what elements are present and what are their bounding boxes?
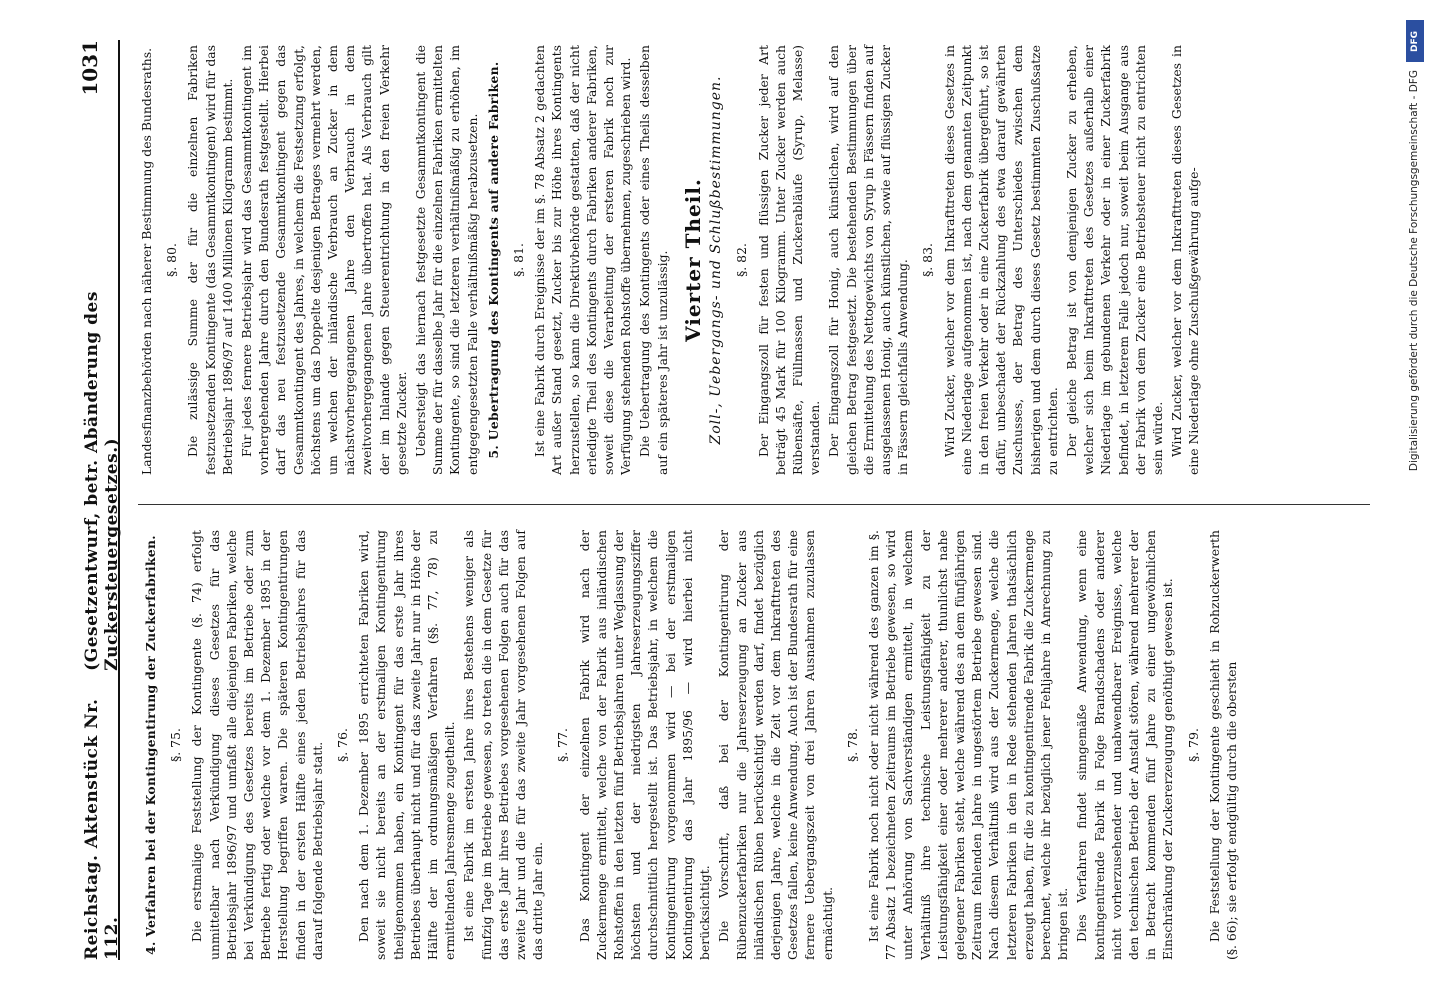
page-header xyxy=(78,40,120,960)
paragraph-text: Ist eine Fabrik durch Ereignisse der im §. 78 Absatz 2 gedachten Art außer Stand gesetzt, Zucker bis zur Höhe ihres Kontingents herzustellen, so kann die Direktivbehörde gestatten, daß der nicht erledigte Theil des Kontingents durch Fabriken anderer Fabriken, soweit diese die Verarbeitung der ersteren Fabrik noch zur Verfügung stehenden Rohstoffe übernehmen, zugeschrieben wird. xyxy=(532,45,634,475)
paragraph-text: Uebersteigt das hiernach festgesetzte Gesammtkontingent die Summe der für dasselbe Jahr für die einzelnen Fabriken ermittelten Kontingente, so sind die letzteren verhältnißmäßig zu erhöhen, im entgegengesetzten Falle verhältnißmäßig herabzusetzen. xyxy=(413,45,480,475)
column-divider xyxy=(138,504,1370,505)
part-title: Vierter Theil. xyxy=(680,178,705,342)
paragraph-text: Für jedes fernere Betriebsjahr wird das Gesammtkontingent im vorhergehenden Jahre durch den Bundesrath festgestellt. Hierbei darf das neu festzusetzende Gesammtkontingent gegen das Gesammtkontingent des Jahres, in welchem die Festsetzung erfolgt, höchstens um das Doppelte desjenigen Betrages vermehrt werden, um welchen der inländische Verbrauch an Zucker in dem nächstvorhergegangenen Jahre den Verbrauch in dem zweitvorhergegangenen Jahre übertroffen hat. Als Verbrauch gilt der im Inlande gegen Steuerentrichtung in den freien Verkehr gesetzte Zucker. xyxy=(239,45,409,475)
section-heading: 5. Uebertragung des Kontingents auf andere Fabriken. xyxy=(485,61,501,459)
paragraph-number: §. 83. xyxy=(920,243,936,277)
paragraph-text: Die Feststellung der Kontingente geschieht in Rohzuckerwerth (§. 66); sie erfolgt endgültig durch die obersten xyxy=(1206,530,1239,960)
paragraph-number: §. 81. xyxy=(511,243,527,277)
paragraph-number: §. 78. xyxy=(844,728,860,762)
header-left: Reichstag. Aktenstück Nr. 112. xyxy=(82,698,122,960)
paragraph-text: Ist eine Fabrik noch nicht oder nicht während des ganzen im §. 77 Absatz 1 bezeichneten Zeitraums im Betriebe gewesen, so wird unter Anhörung von Sachverständigen ermittelt, in welchem Verhältniß ihre technische Leistungsfähigkeit zu der Leistungsfähigkeit einer oder mehrerer anderer, thunlichst nahe gelegener Fabriken steht, welche während des an dem fünfjährigen Zeitraum fehlenden Jahre in ungestörtem Betriebe gewesen sind. Nach diesem Verhältniß wird aus der Zuckermenge, welche die letzteren Fabriken in den in Rede stehenden Jahren thatsächlich erzeugt haben, für die zu kontingentirende Fabrik die Zuckermenge berechnet, welche ihr bezüglich jener Fehljahre in Anrechnung zu bringen ist. xyxy=(865,530,1071,960)
dfg-side-note xyxy=(1400,10,1430,990)
paragraph-number: §. 76. xyxy=(335,728,351,762)
paragraph-number: §. 80. xyxy=(164,243,180,277)
paragraph-number: §. 82. xyxy=(734,243,750,277)
paragraph-text: Das Kontingent der einzelnen Fabrik wird nach der Zuckermenge ermittelt, welche von der Fabrik aus inländischen Rohstoffen in den letzten fünf Betriebsjahren unter Weglassung der höchsten und der niedrigsten Jahreserzeugungsziffer durchschnittlich hergestellt ist. Das Betriebsjahr, in welchem die Kontingentirung vorgenommen wird — bei der erstmaligen Kontingentirung das Jahr 1895/96 — wird hierbei nicht berücksichtigt. xyxy=(576,530,713,960)
paragraph-text: Ist eine Fabrik im ersten Jahre ihres Bestehens weniger als fünfzig Tage im Betriebe gewesen, so treten die in dem Gesetze für das erste Jahr ihres Betriebes vorgesehenen Folgen auch für das zweite Jahr und die für das zweite Jahr vorgesehenen Folgen auf das dritte Jahr ein. xyxy=(461,530,546,960)
section-heading: 4. Verfahren bei der Kontingentirung der Zuckerfabriken. xyxy=(143,535,158,955)
header-middle: (Gesetzentwurf, betr. Abänderung des Zuckersteuergesetzes.) xyxy=(82,291,122,671)
page-number: 1031 xyxy=(78,40,102,96)
paragraph-text: Wird Zucker, welcher vor dem Inkrafttreten dieses Gesetzes in eine Niederlage aufgenommen ist, nach dem genannten Zeitpunkt in den freien Verkehr oder in eine Zuckerfabrik übergeführt, so ist dafür, unbeschadet der Rückzahlung des etwa darauf gewährten Zuschusses, der Betrag des Unterschiedes zwischen dem bisherigen und dem durch dieses Gesetz bestimmten Zuschußsatze zu entrichten. xyxy=(941,45,1060,475)
paragraph-text: Dies Verfahren findet sinngemäße Anwendung, wenn eine kontingentirende Fabrik in Folge Brandschadens oder anderer nicht vorherzusehender und unabwendbarer Ereignisse, welche den technischen Betrieb der Anstalt stören, während mehrerer der in Betracht kommenden fünf Jahre zu einer ungewöhnlichen Einschränkung der Zuckererzeugung genöthigt gewesen ist. xyxy=(1074,530,1176,960)
part-subtitle: Zoll-, Uebergangs- und Schlußbestimmungen. xyxy=(708,75,725,445)
dfg-credit-text: Digitalisierung gefördert durch die Deutsche Forschungsgemeinschaft - DFG xyxy=(1408,70,1420,472)
paragraph-text: Den nach dem 1. Dezember 1895 errichteten Fabriken wird, soweit sie nicht bereits an der erstmaligen Kontingentirung theilgenommen haben, ein Kontingent für das erste Jahr ihres Betriebes überhaupt nicht und für das zweite Jahr nur in Höhe der Hälfte der im ordnungsmäßigen Verfahren (§§. 77, 78) zu ermittelnden Jahresmenge zugetheilt. xyxy=(356,530,458,960)
paragraph-text: Die Vorschrift, daß bei der Kontingentirung der Rübenzuckerfabriken nur die Jahreserzeugung an Zucker aus inländischen Rüben berücksichtigt werden darf, findet bezüglich derjenigen Jahre, welche in die Zeit vor dem Inkrafttreten des Gesetzes fallen, keine Anwendung. Auch ist der Bundesrath für eine fernere Uebergangszeit von drei Jahren Ausnahmen zuzulassen ermächtigt. xyxy=(716,530,835,960)
paragraph-text: Landesfinanzbehörden nach näherer Bestimmung des Bundesraths. xyxy=(139,47,154,475)
paragraph-text: Die erstmalige Feststellung der Kontingente (§. 74) erfolgt unmittelbar nach Verkündigung dieses Gesetzes für das Betriebsjahr 1896/97 und umfaßt alle diejenigen Fabriken, welche bei Verkündigung des Gesetzes bereits im Betriebe oder zum Betriebe fertig oder welche vor dem 1. Dezember 1895 in der Herstellung begriffen waren. Die späteren Kontingentirungen finden in der ersten Hälfte eines jeden Betriebsjahres für das darauf folgende Betriebsjahr statt. xyxy=(189,530,325,960)
paragraph-text: Die Uebertragung des Kontingents oder eines Theils desselben auf ein späteres Jahr ist unzulässig. xyxy=(637,45,670,475)
scanned-page xyxy=(60,20,1400,980)
paragraph-text: Der Eingangszoll für Honig, auch künstlichen, wird auf den gleichen Betrag festgesetzt. Die bestehenden Bestimmungen über die Ermittelung des Nettogewichts von Syrup in Fässern finden auf ausgelassenen Honig, auch künstlichen, sowie auf flüssigen Zucker in Fässern gleichfalls Anwendung. xyxy=(826,45,911,475)
paragraph-number: §. 75. xyxy=(168,728,184,762)
paragraph-number: §. 79. xyxy=(1185,728,1201,762)
dfg-logo-icon: DFG xyxy=(1406,20,1424,62)
paragraph-text: Der gleiche Betrag ist von demjenigen Zucker zu erheben, welcher sich beim Inkrafttreten des Gesetzes außerhalb einer Niederlage im gebundenen Verkehr oder in einer Zuckerfabrik befindet, in letzterem Falle jedoch nur, soweit beim Ausgange aus der Fabrik von dem Zucker eine Betriebsteuer nicht zu entrichten sein würde. xyxy=(1063,45,1165,475)
paragraph-text: Wird Zucker, welcher vor dem Inkrafttreten dieses Gesetzes in eine Niederlage ohne Zuschußgewährung aufge- xyxy=(1169,45,1202,475)
scanned-page-frame xyxy=(60,20,1400,980)
paragraph-text: Der Eingangszoll für festen und flüssigen Zucker jeder Art beträgt 45 Mark für 100 Kilogramm. Unter Zucker werden auch Rübensäfte, Füllmassen und Zuckerabläufe (Syrup, Melasse) verstanden. xyxy=(755,45,823,475)
paragraph-text: Die zulässige Summe der für die einzelnen Fabriken festzusetzenden Kontingente (das Gesammtkontingent) wird für das Betriebsjahr 1896/97 auf 1400 Millionen Kilogramm bestimmt. xyxy=(185,45,235,475)
right-column xyxy=(138,45,1380,475)
paragraph-number: §. 77. xyxy=(555,728,571,762)
left-column xyxy=(138,530,1380,960)
